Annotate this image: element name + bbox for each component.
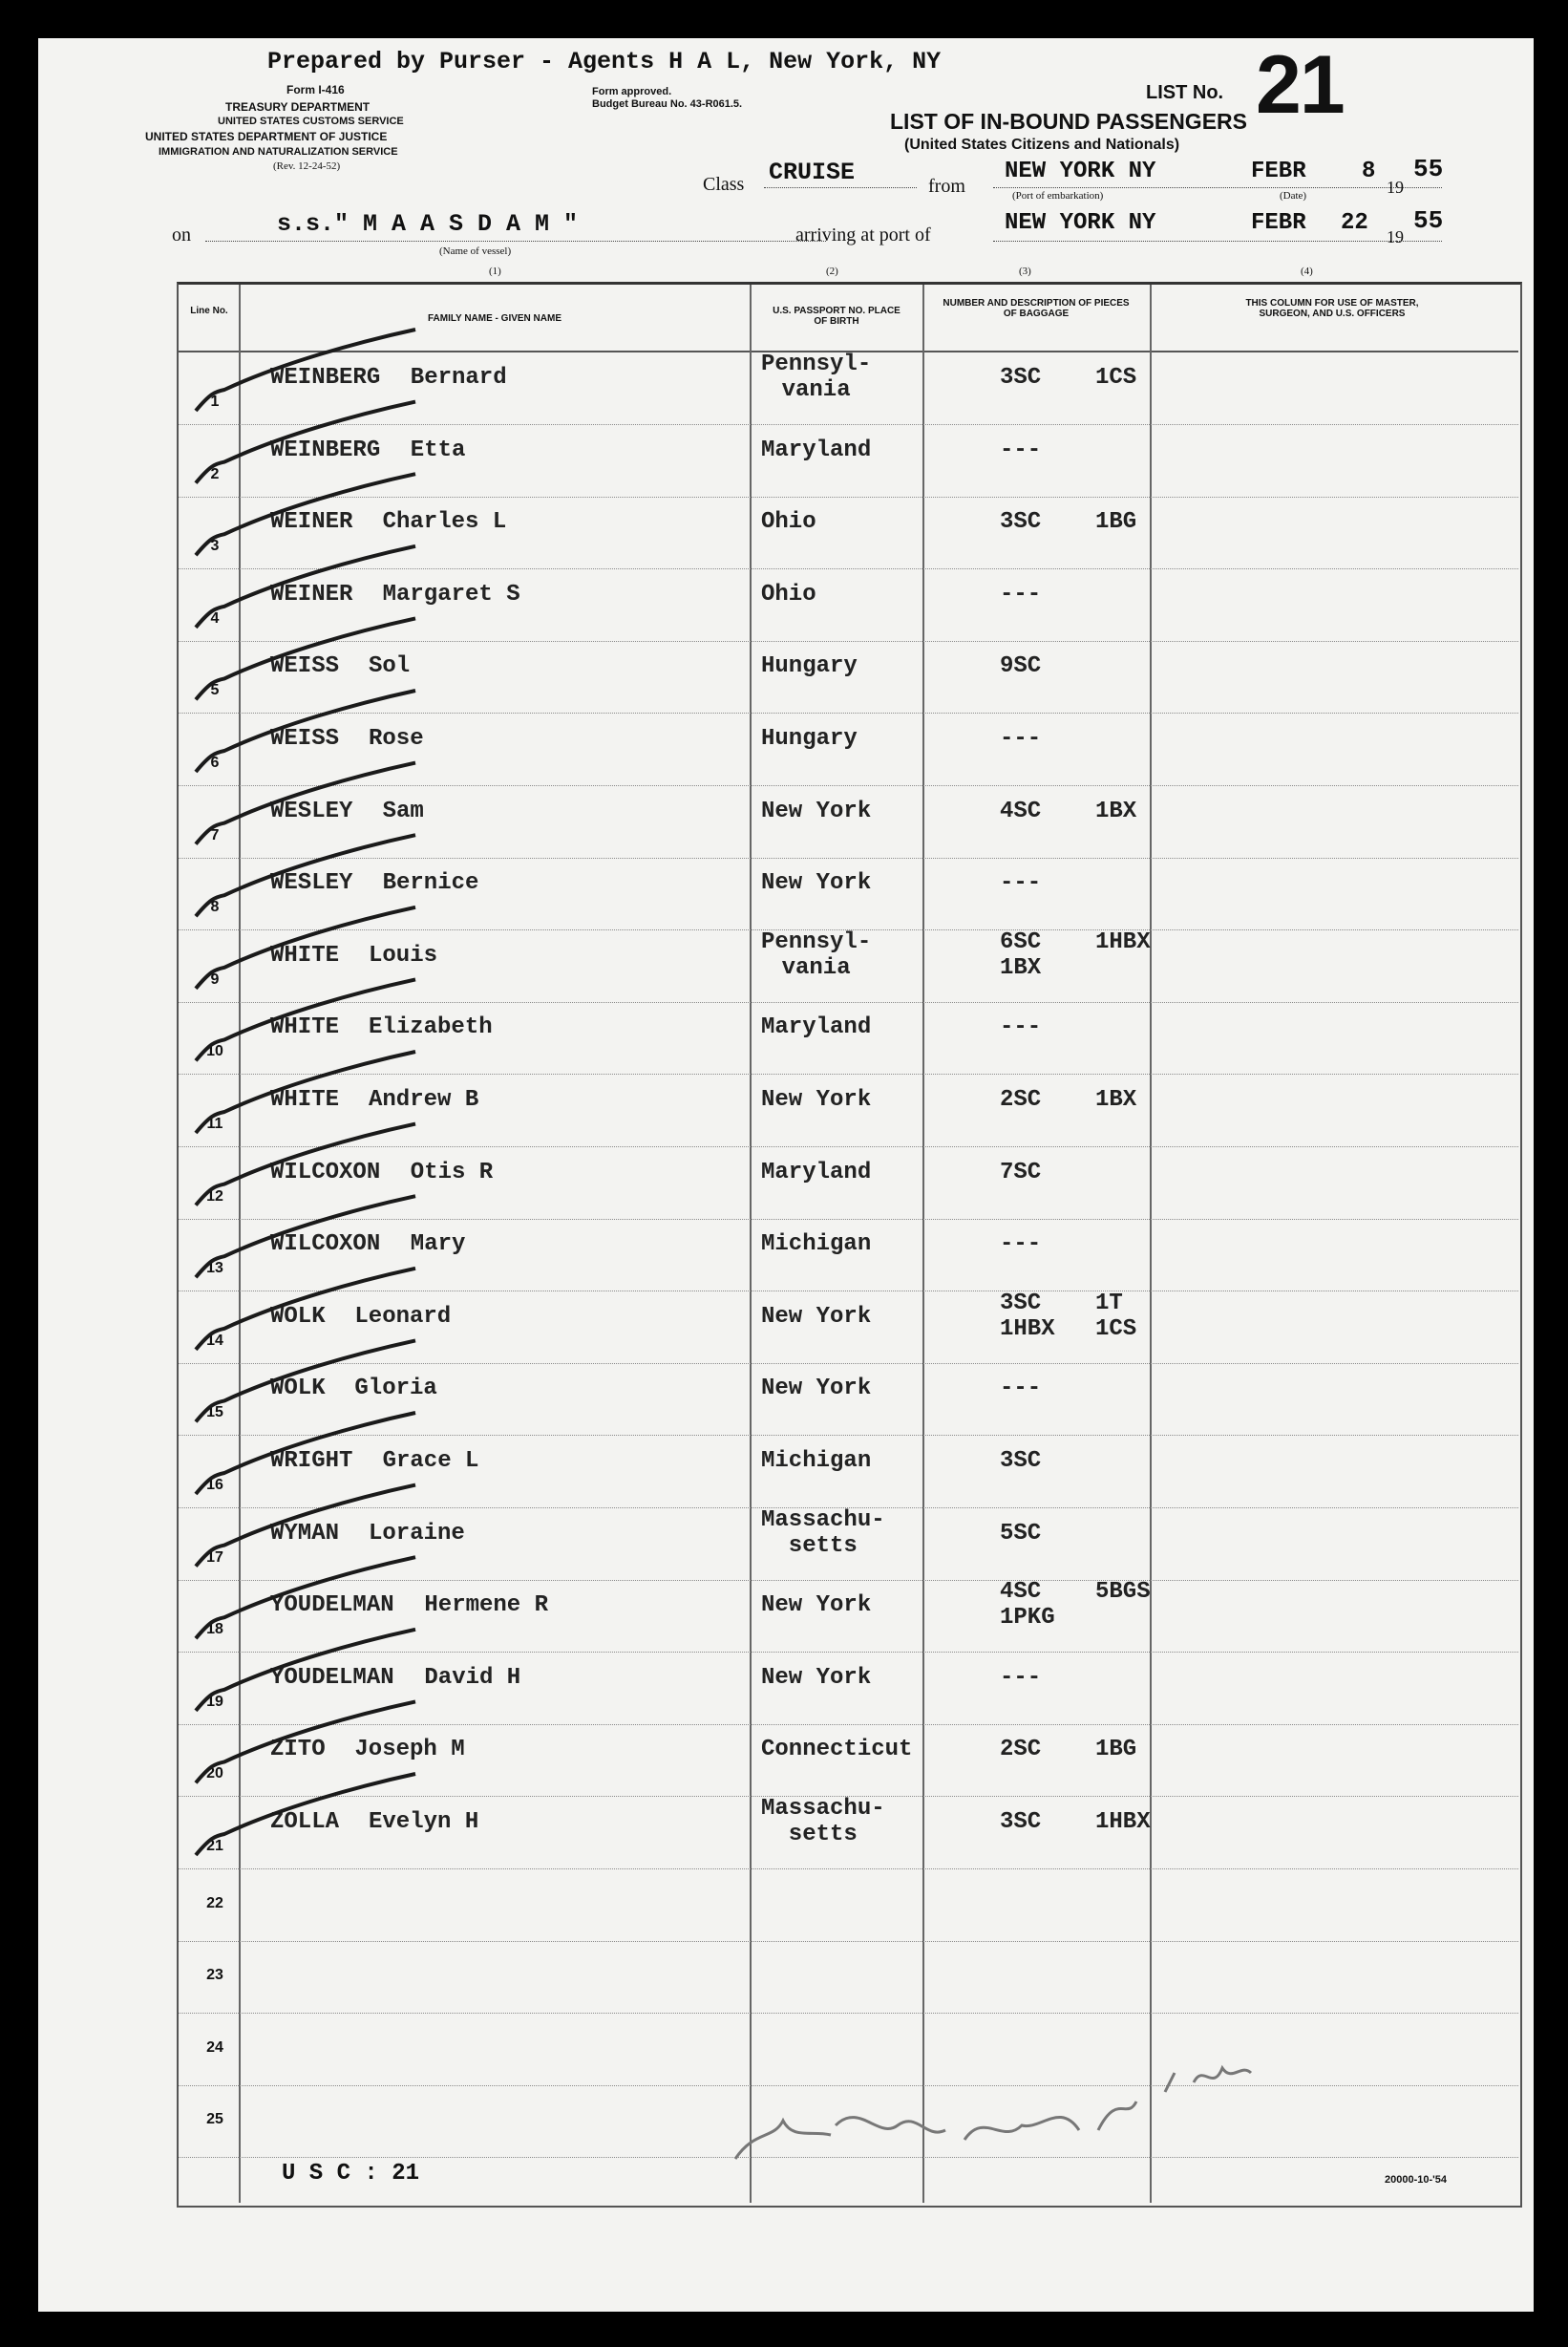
- place-of-birth: New York: [761, 798, 872, 824]
- line-number: 11: [206, 1116, 223, 1132]
- line-number: 18: [206, 1621, 223, 1638]
- col-index-3: (3): [1019, 266, 1031, 277]
- place-of-birth: Pennsyl- vania: [761, 352, 872, 403]
- table-row: [179, 1652, 1518, 1725]
- given-name: Sol: [369, 653, 411, 680]
- usc-mark: U S C : 21: [282, 2161, 420, 2187]
- signature-scribble: [716, 2035, 1289, 2178]
- baggage-primary: ---: [1000, 437, 1042, 463]
- table-row: [179, 424, 1518, 498]
- family-name: ZOLLA: [270, 1809, 340, 1835]
- table-row: [179, 1074, 1518, 1147]
- family-name: WYMAN: [270, 1520, 340, 1547]
- line-number: 12: [206, 1187, 223, 1205]
- class-label: Class: [703, 174, 745, 195]
- line-number: 5: [210, 682, 220, 699]
- table-row: [179, 1579, 1518, 1653]
- family-name: WRIGHT: [270, 1448, 353, 1474]
- baggage-primary: 2SC: [1000, 1087, 1042, 1113]
- dept-justice: UNITED STATES DEPARTMENT OF JUSTICE: [145, 130, 388, 143]
- line-number: 7: [210, 826, 220, 843]
- line-number: 3: [210, 538, 220, 555]
- place-of-birth: Massachu- setts: [761, 1506, 885, 1559]
- given-name: Joseph M: [354, 1737, 465, 1763]
- family-name: WOLK: [270, 1303, 326, 1330]
- baggage-primary: ---: [1000, 870, 1042, 897]
- revision: (Rev. 12-24-52): [273, 160, 341, 172]
- baggage-primary: 6SC 1BX: [1000, 928, 1042, 981]
- place-of-birth: Michigan: [761, 1231, 872, 1258]
- given-name: David H: [424, 1664, 521, 1691]
- given-name: Loraine: [369, 1520, 465, 1547]
- place-of-birth: Ohio: [761, 581, 816, 608]
- line-number: 1: [210, 394, 220, 410]
- place-of-birth: New York: [761, 1592, 872, 1619]
- place-of-birth: New York: [761, 870, 872, 897]
- class-value: CRUISE: [769, 159, 856, 186]
- col-header-name: FAMILY NAME - GIVEN NAME: [427, 313, 562, 324]
- from-label: from: [928, 176, 965, 197]
- line-number: 9: [210, 971, 220, 988]
- baggage-secondary: 1T 1CS: [1095, 1290, 1137, 1342]
- table-row: [179, 640, 1518, 714]
- line-number: 8: [210, 899, 220, 916]
- baggage-secondary: 5BGS: [1095, 1579, 1151, 1606]
- page-subtitle: (United States Citizens and Nationals): [904, 137, 1180, 153]
- family-name: YOUDELMAN: [270, 1592, 394, 1619]
- table-row: [179, 857, 1518, 930]
- given-name: Sam: [382, 798, 424, 824]
- line-number: 21: [206, 1838, 223, 1854]
- given-name: Evelyn H: [369, 1809, 479, 1835]
- baggage-secondary: 1HBX: [1095, 1809, 1151, 1835]
- line-number: 20: [206, 1765, 223, 1782]
- place-of-birth: Connecticut: [761, 1737, 913, 1763]
- arrival-port: NEW YORK NY: [1005, 210, 1156, 236]
- table-row: [179, 352, 1518, 425]
- given-name: Charles L: [382, 509, 507, 536]
- table-row: [179, 929, 1518, 1003]
- vessel-caption: (Name of vessel): [439, 245, 512, 257]
- family-name: WEINER: [270, 509, 353, 536]
- col-index-2: (2): [826, 266, 838, 277]
- family-name: WEISS: [270, 653, 340, 680]
- family-name: WILCOXON: [270, 1231, 381, 1258]
- baggage-primary: 7SC: [1000, 1159, 1042, 1185]
- baggage-primary: 4SC 1PKG: [1000, 1579, 1055, 1632]
- baggage-primary: 3SC: [1000, 365, 1042, 391]
- baggage-primary: ---: [1000, 581, 1042, 608]
- given-name: Otis R: [410, 1159, 494, 1185]
- family-name: WEINBERG: [270, 437, 381, 463]
- line-number: 14: [206, 1332, 223, 1349]
- line-number: 24: [206, 2038, 223, 2056]
- col-header-baggage: NUMBER AND DESCRIPTION OF PIECES OF BAGGAGE: [943, 298, 1130, 319]
- family-name: WEINER: [270, 581, 353, 608]
- family-name: YOUDELMAN: [270, 1664, 394, 1691]
- line-number: 19: [206, 1693, 223, 1710]
- arrival-year-prefix: 19: [1387, 227, 1404, 246]
- col-index-4: (4): [1301, 266, 1313, 277]
- baggage-primary: ---: [1000, 726, 1042, 752]
- line-number: 6: [210, 755, 220, 771]
- place-of-birth: New York: [761, 1664, 872, 1691]
- embark-month: FEBR: [1251, 159, 1306, 184]
- print-code: 20000-10-'54: [1385, 2174, 1448, 2186]
- page-title: LIST OF IN-BOUND PASSENGERS: [890, 109, 1247, 134]
- given-name: Hermene R: [424, 1592, 549, 1619]
- family-name: WHITE: [270, 1087, 340, 1113]
- place-of-birth: Massachu- setts: [761, 1796, 885, 1847]
- col-index-1: (1): [489, 266, 501, 277]
- list-number: 21: [1256, 39, 1344, 131]
- family-name: WESLEY: [270, 798, 353, 824]
- form-number: Form I-416: [286, 83, 345, 96]
- given-name: Elizabeth: [369, 1014, 493, 1041]
- place-of-birth: Michigan: [761, 1448, 872, 1474]
- place-of-birth: Hungary: [761, 726, 858, 752]
- baggage-primary: 4SC: [1000, 798, 1042, 824]
- list-label: LIST No.: [1146, 82, 1224, 103]
- family-name: WOLK: [270, 1376, 326, 1402]
- approval-line2: Budget Bureau No. 43-R061.5.: [592, 98, 743, 110]
- baggage-primary: 9SC: [1000, 653, 1042, 680]
- on-label: on: [172, 224, 191, 245]
- family-name: WEISS: [270, 726, 340, 752]
- baggage-primary: ---: [1000, 1014, 1042, 1041]
- place-of-birth: New York: [761, 1376, 872, 1402]
- embark-port: NEW YORK NY: [1005, 159, 1156, 184]
- given-name: Etta: [410, 437, 466, 463]
- table-row: [179, 1507, 1518, 1581]
- embark-year-prefix: 19: [1387, 178, 1404, 197]
- table-row: [179, 1362, 1518, 1436]
- given-name: Leonard: [354, 1303, 452, 1330]
- dept-treasury: TREASURY DEPARTMENT: [225, 100, 371, 114]
- baggage-primary: 3SC: [1000, 509, 1042, 536]
- line-number: 23: [206, 1967, 223, 1984]
- arrival-year: 55: [1413, 206, 1444, 235]
- place-of-birth: Maryland: [761, 1014, 872, 1041]
- family-name: WILCOXON: [270, 1159, 381, 1185]
- col-header-line-no: Line No.: [190, 306, 228, 316]
- date-caption: (Date): [1280, 190, 1307, 202]
- line-number: 13: [206, 1260, 223, 1277]
- table-row: [179, 568, 1518, 642]
- place-of-birth: Ohio: [761, 509, 816, 536]
- embark-day: 8: [1362, 159, 1376, 184]
- family-name: WHITE: [270, 942, 340, 969]
- port-embark-caption: (Port of embarkation): [1012, 190, 1104, 202]
- baggage-primary: ---: [1000, 1376, 1042, 1402]
- arriving-label: arriving at port of: [795, 224, 931, 245]
- line-number: 25: [206, 2111, 223, 2128]
- vessel-name: s.s." M A A S D A M ": [277, 210, 579, 238]
- given-name: Gloria: [354, 1376, 437, 1402]
- given-name: Louis: [369, 942, 438, 969]
- baggage-secondary: 1BG: [1095, 1737, 1137, 1763]
- baggage-secondary: 1HBX: [1095, 928, 1151, 955]
- col-header-passport: U.S. PASSPORT NO. PLACE OF BIRTH: [773, 306, 901, 327]
- given-name: Rose: [369, 726, 424, 752]
- approval-line1: Form approved.: [592, 86, 672, 97]
- place-of-birth: New York: [761, 1087, 872, 1113]
- prepared-by: Prepared by Purser - Agents H A L, New York, NY: [267, 48, 942, 75]
- place-of-birth: Hungary: [761, 653, 858, 680]
- family-name: WESLEY: [270, 870, 353, 897]
- line-number: 10: [206, 1043, 223, 1060]
- family-name: WEINBERG: [270, 365, 381, 391]
- table-row: [179, 1435, 1518, 1508]
- baggage-primary: ---: [1000, 1231, 1042, 1258]
- table-row: [179, 1796, 1518, 1869]
- line-number: 15: [206, 1404, 223, 1421]
- table-row: [179, 1723, 1518, 1797]
- line-number: 22: [206, 1894, 223, 1911]
- given-name: Bernice: [382, 870, 479, 897]
- baggage-secondary: 1BX: [1095, 1087, 1137, 1113]
- arrival-month: FEBR: [1251, 210, 1306, 236]
- table-row: [179, 1868, 1518, 1942]
- baggage-primary: ---: [1000, 1664, 1042, 1691]
- baggage-secondary: 1BG: [1095, 509, 1137, 536]
- given-name: Grace L: [382, 1448, 479, 1474]
- table-row: [179, 1146, 1518, 1220]
- place-of-birth: Maryland: [761, 437, 872, 463]
- baggage-primary: 3SC 1HBX: [1000, 1290, 1055, 1342]
- table-row: [179, 496, 1518, 569]
- baggage-primary: 2SC: [1000, 1737, 1042, 1763]
- embark-year: 55: [1413, 155, 1444, 183]
- table-row: [179, 1291, 1518, 1364]
- line-number: 16: [206, 1477, 223, 1493]
- baggage-secondary: 1CS: [1095, 365, 1137, 391]
- family-name: WHITE: [270, 1014, 340, 1041]
- baggage-primary: 3SC: [1000, 1809, 1042, 1835]
- arrival-day: 22: [1341, 210, 1368, 236]
- place-of-birth: Maryland: [761, 1159, 872, 1185]
- family-name: ZITO: [270, 1737, 326, 1763]
- dept-customs: UNITED STATES CUSTOMS SERVICE: [218, 116, 404, 127]
- line-number: 2: [210, 465, 220, 482]
- table-row: [179, 1218, 1518, 1291]
- table-row: [179, 1940, 1518, 2014]
- given-name: Andrew B: [369, 1087, 479, 1113]
- table-row: [179, 713, 1518, 786]
- given-name: Mary: [410, 1231, 466, 1258]
- given-name: Bernard: [410, 365, 507, 391]
- place-of-birth: Pennsyl- vania: [761, 928, 872, 981]
- dept-ins: IMMIGRATION AND NATURALIZATION SERVICE: [159, 146, 398, 158]
- manifest-page: [38, 38, 1534, 2312]
- table-row: [179, 785, 1518, 859]
- line-number: 4: [210, 609, 220, 627]
- baggage-primary: 3SC: [1000, 1448, 1042, 1474]
- given-name: Margaret S: [382, 581, 520, 608]
- place-of-birth: New York: [761, 1303, 872, 1330]
- line-number: 17: [206, 1548, 223, 1566]
- baggage-secondary: 1BX: [1095, 798, 1137, 824]
- col-header-officers: THIS COLUMN FOR USE OF MASTER, SURGEON, AND U.S. OFFICERS: [1245, 298, 1419, 319]
- table-row: [179, 1001, 1518, 1075]
- baggage-primary: 5SC: [1000, 1520, 1042, 1547]
